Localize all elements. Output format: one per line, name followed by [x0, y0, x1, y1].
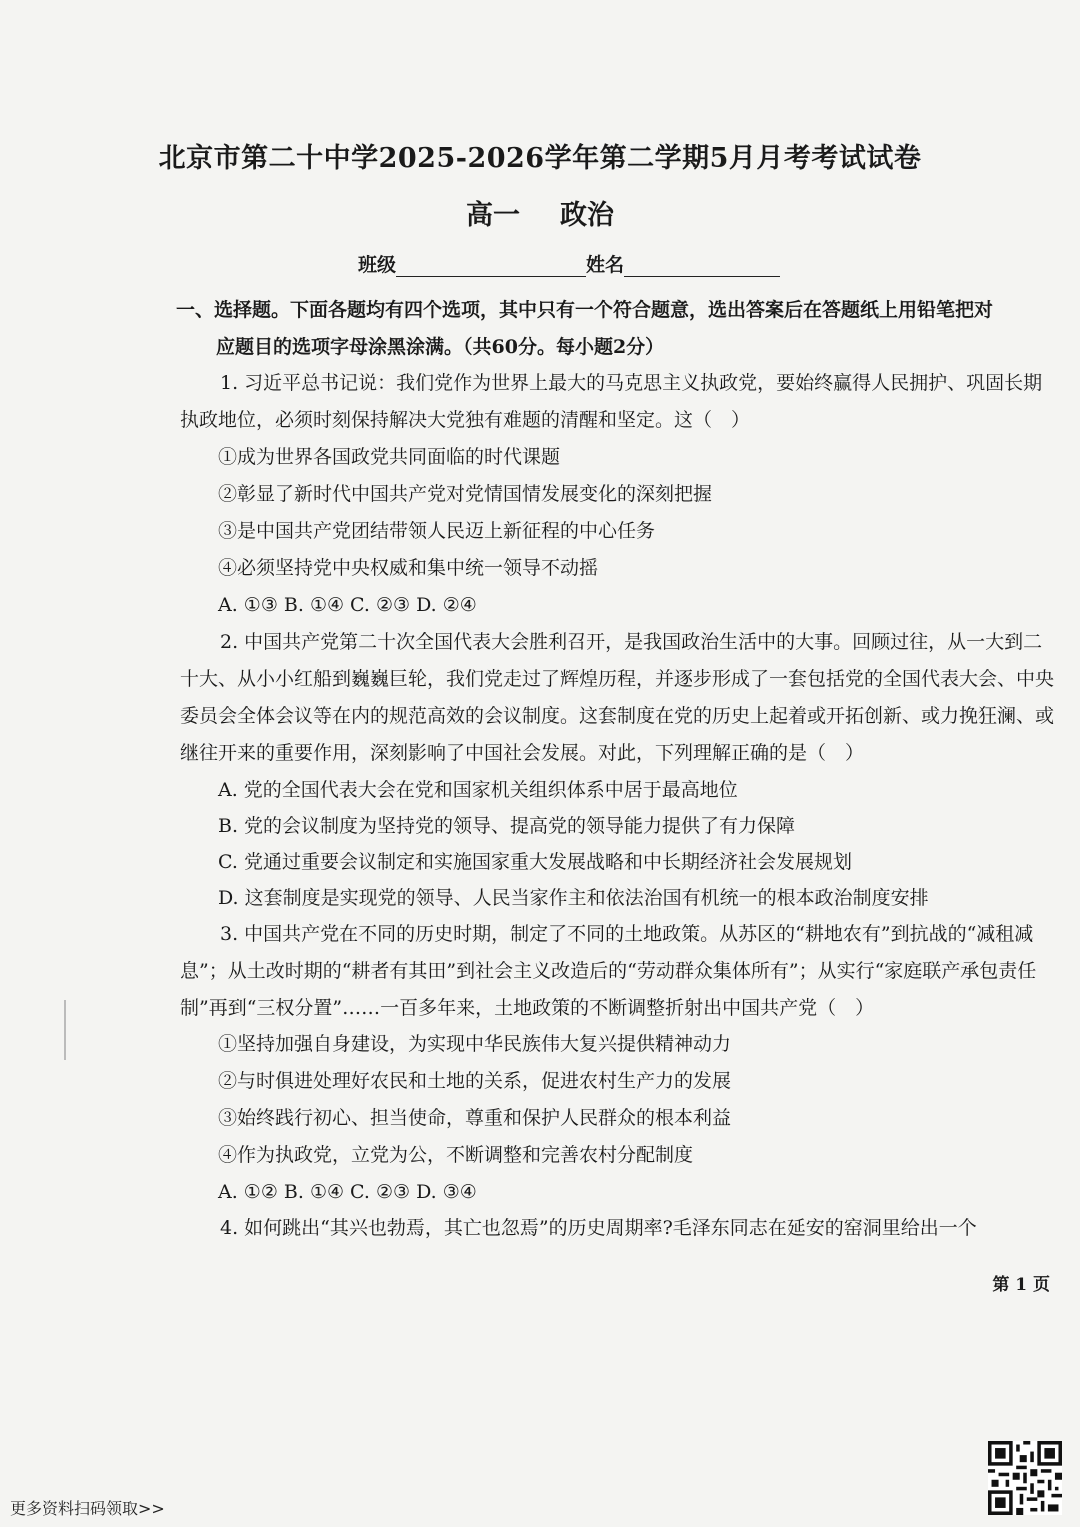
subject-label: 政治 — [560, 200, 614, 231]
question-2-option-b: B. 党的会议制度为坚持党的领导、提高党的领导能力提供了有力保障 — [218, 815, 796, 837]
question-1-item-1: ①成为世界各国政党共同面临的时代课题 — [218, 446, 561, 468]
question-1-item-2: ②彰显了新时代中国共产党对党情国情发展变化的深刻把握 — [218, 483, 713, 505]
grade-label: 高一 — [466, 200, 520, 231]
section-heading — [176, 292, 1056, 366]
scan-mark — [64, 1000, 66, 1060]
question-2-stem: 2. 中国共产党第二十次全国代表大会胜利召开，是我国政治生活中的大事。回顾过往，从一大到二十大、从小小红船到巍巍巨轮，我们党走过了辉煌历程，并逐步形成了一套包括党的全国代表大会、中央委员会全体会议等在内的规范高效的会议制度。这套制度在党的历史上起着或开拓创新、或力挽狂澜、或继往开来的重要作用，深刻影响了中国社会发展。对此，下列理解正确的是（ ） — [180, 631, 1055, 764]
question-3-stem: 3. 中国共产党在不同的历史时期，制定了不同的土地政策。从苏区的“耕地农有”到抗战的“减租减息”；从土改时期的“耕者有其田”到社会主义改造后的“劳动群众集体所有”；从实行“家庭联产承包责任制”再到“三权分置”……一百多年来，土地政策的不断调整折射出中国共产党（ ） — [180, 923, 1037, 1019]
class-field[interactable] — [396, 256, 586, 277]
section-heading-line2: 应题目的选项字母涂黑涂满。（共60分。每小题2分） — [216, 336, 665, 358]
name-field[interactable] — [624, 256, 780, 277]
question-1-answers: A. ①③ B. ①④ C. ②③ D. ②④ — [218, 594, 477, 616]
question-3-item-3: ③始终践行初心、担当使命，尊重和保护人民群众的根本利益 — [218, 1107, 732, 1129]
page-number: 第 1 页 — [992, 1275, 1050, 1295]
question-2-option-d: D. 这套制度是实现党的领导、人民当家作主和依法治国有机统一的根本政治制度安排 — [218, 887, 929, 909]
class-label: 班级 — [358, 254, 397, 276]
subtitle — [0, 193, 1080, 232]
qr-code-icon[interactable] — [988, 1441, 1062, 1515]
question-4-stem: 4. 如何跳出“其兴也勃焉，其亡也忽焉”的历史周期率?毛泽东同志在延安的窑洞里给出一个 — [220, 1217, 977, 1239]
question-1-item-3: ③是中国共产党团结带领人民迈上新征程的中心任务 — [218, 520, 656, 542]
question-2-option-a: A. 党的全国代表大会在党和国家机关组织体系中居于最高地位 — [218, 779, 738, 801]
page-title: 北京市第二十中学2025-2026学年第二学期5月月考考试试卷 — [158, 143, 922, 174]
question-2-option-c: C. 党通过重要会议制定和实施国家重大发展战略和中长期经济社会发展规划 — [218, 851, 852, 873]
question-3-item-4: ④作为执政党，立党为公，不断调整和完善农村分配制度 — [218, 1144, 694, 1166]
name-label: 姓名 — [586, 254, 625, 276]
question-1-stem: 1. 习近平总书记说：我们党作为世界上最大的马克思主义执政党，要始终赢得人民拥护、巩固长期执政地位，必须时刻保持解决大党独有难题的清醒和坚定。这（ ） — [180, 372, 1043, 431]
question-3-item-1: ①坚持加强自身建设，为实现中华民族伟大复兴提供精神动力 — [218, 1033, 732, 1055]
footer-link[interactable]: 更多资料扫码领取>> — [10, 1499, 165, 1518]
question-1-item-4: ④必须坚持党中央权威和集中统一领导不动摇 — [218, 557, 599, 579]
section-heading-line1: 一、选择题。下面各题均有四个选项，其中只有一个符合题意，选出答案后在答题纸上用铅笔把对 — [176, 299, 994, 321]
student-info-fields — [358, 250, 780, 277]
question-3-answers: A. ①② B. ①④ C. ②③ D. ③④ — [218, 1181, 477, 1203]
question-3-item-2: ②与时俱进处理好农民和土地的关系，促进农村生产力的发展 — [218, 1070, 732, 1092]
